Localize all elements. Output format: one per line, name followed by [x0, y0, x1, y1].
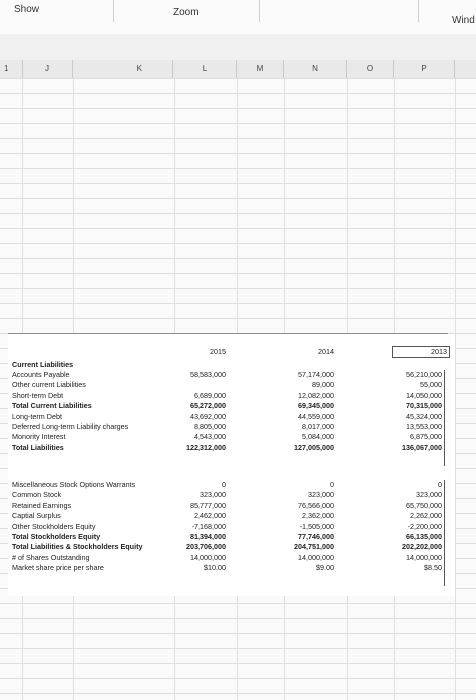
row-label[interactable]: Captial Surplus	[12, 511, 61, 521]
row-label[interactable]: # of Shares Outstanding	[12, 552, 90, 562]
column-header-p[interactable]: P	[394, 60, 455, 78]
cell-value[interactable]: $9.00	[316, 563, 334, 573]
cell-value[interactable]: 323,000	[200, 490, 226, 500]
cell-value[interactable]: 77,746,000	[298, 532, 334, 541]
cell-value[interactable]: 14,000,000	[298, 552, 334, 562]
column-header-l[interactable]: L	[174, 60, 237, 78]
cell-value[interactable]: -7,168,000	[191, 521, 226, 531]
cell-value[interactable]: 2,362,000	[302, 511, 334, 521]
cell-value[interactable]: 85,777,000	[190, 500, 226, 510]
cell-value[interactable]: 70,315,000	[406, 401, 442, 411]
cell-value[interactable]: 323,000	[416, 490, 442, 500]
ribbon-divider	[259, 0, 260, 22]
cell-value[interactable]: 65,750,000	[406, 500, 442, 510]
column-2013-border	[392, 370, 445, 466]
window-group-label[interactable]: Wind	[452, 15, 475, 26]
cell-value[interactable]: 6,875,000	[410, 432, 442, 442]
cell-value[interactable]: 66,135,000	[406, 532, 442, 541]
row-label[interactable]: Total Liabilities	[12, 442, 64, 452]
cell-value[interactable]: $10.00	[204, 563, 226, 573]
table-top-border	[8, 333, 448, 334]
row-label[interactable]: Total Stockholders Equity	[12, 532, 101, 541]
cell-value[interactable]: 0	[438, 480, 442, 489]
row-label[interactable]: Common Stock	[12, 490, 62, 500]
cell-value[interactable]: 44,559,000	[298, 411, 334, 421]
year-2015-header[interactable]: 2015	[210, 347, 226, 356]
row-label[interactable]: Other current Liabilities	[12, 380, 86, 390]
cell-value[interactable]: 13,553,000	[406, 422, 442, 431]
cell-value[interactable]: 43,692,000	[190, 411, 226, 421]
cell-value[interactable]: 2,262,000	[410, 511, 442, 521]
column-header-n[interactable]: N	[284, 60, 347, 78]
cell-value[interactable]: 136,067,000	[402, 442, 442, 452]
cell-value[interactable]: 69,345,000	[298, 401, 334, 411]
cell-value[interactable]: 8,017,000	[302, 422, 334, 431]
cell-value[interactable]: 6,689,000	[194, 390, 226, 400]
cell-value[interactable]: 8,805,000	[194, 422, 226, 431]
cell-value[interactable]: 0	[330, 480, 334, 489]
row-label[interactable]: Retained Earnings	[12, 500, 72, 510]
cell-value[interactable]: 55,000	[420, 380, 442, 390]
cell-value[interactable]: 14,000,000	[406, 552, 442, 562]
ribbon-divider	[418, 0, 419, 22]
cell-value[interactable]: 127,005,000	[294, 442, 334, 452]
row-number-header[interactable]: 1	[0, 60, 23, 78]
formula-bar-area[interactable]	[0, 34, 476, 61]
ribbon-divider	[113, 0, 114, 22]
cell-value[interactable]: 14,000,000	[190, 552, 226, 562]
cell-value[interactable]: 0	[222, 480, 226, 489]
cell-value[interactable]: 2,462,000	[194, 511, 226, 521]
row-label[interactable]: Total Liabilities & Stockholders Equity	[12, 542, 143, 552]
year-2013-header[interactable]: 2013	[392, 346, 450, 358]
cell-value[interactable]: 202,202,000	[402, 542, 442, 552]
cell-value[interactable]: $8.50	[424, 563, 442, 573]
cell-value[interactable]: 12,082,000	[298, 390, 334, 400]
row-label[interactable]: Total Current Liabilities	[12, 401, 92, 411]
row-label[interactable]: Miscellaneous Stock Options Warrants	[12, 480, 136, 489]
cell-value[interactable]: 58,583,000	[190, 370, 226, 379]
column-header-k[interactable]: K	[73, 60, 173, 78]
cell-value[interactable]: -2,200,000	[407, 521, 442, 531]
column-header-m[interactable]: M	[237, 60, 284, 78]
cell-value[interactable]: 65,272,000	[190, 401, 226, 411]
grid-column-line	[455, 78, 456, 700]
year-2014-header[interactable]: 2014	[318, 347, 334, 356]
row-label[interactable]: Market share price per share	[12, 563, 104, 573]
row-label[interactable]: Accounts Payable	[12, 370, 70, 379]
cell-value[interactable]: 122,312,000	[186, 442, 226, 452]
cell-value[interactable]: 57,174,000	[298, 370, 334, 379]
zoom-group-label[interactable]: Zoom	[173, 7, 199, 18]
row-label[interactable]: Deferred Long-term Liability charges	[12, 422, 129, 431]
cell-value[interactable]: 45,324,000	[406, 411, 442, 421]
cell-value[interactable]: 81,394,000	[190, 532, 226, 541]
cell-value[interactable]: 56,210,000	[406, 370, 442, 379]
cell-value[interactable]: 89,000	[312, 380, 334, 390]
column-header-j[interactable]: J	[22, 60, 73, 78]
cell-value[interactable]: -1,505,000	[299, 521, 334, 531]
cell-value[interactable]: 14,050,000	[406, 390, 442, 400]
cell-value[interactable]: 76,566,000	[298, 500, 334, 510]
ribbon	[0, 0, 476, 35]
column-header-o[interactable]: O	[347, 60, 394, 78]
row-label[interactable]: Short-term Debt	[12, 390, 64, 400]
cell-value[interactable]: 323,000	[308, 490, 334, 500]
cell-value[interactable]: 203,706,000	[186, 542, 226, 552]
column-2013-border	[392, 480, 445, 586]
row-label[interactable]: Monority Interest	[12, 432, 66, 442]
section-header-current-liabilities: Current Liabilities	[12, 360, 74, 369]
show-group-label[interactable]: Show	[14, 4, 40, 15]
column-headers	[0, 60, 476, 79]
row-label[interactable]: Other Stockholders Equity	[12, 521, 96, 531]
row-label[interactable]: Long-term Debt	[12, 411, 62, 421]
cell-value[interactable]: 204,751,000	[294, 542, 334, 552]
cell-value[interactable]: 4,543,000	[194, 432, 226, 442]
cell-value[interactable]: 5,084,000	[302, 432, 334, 442]
